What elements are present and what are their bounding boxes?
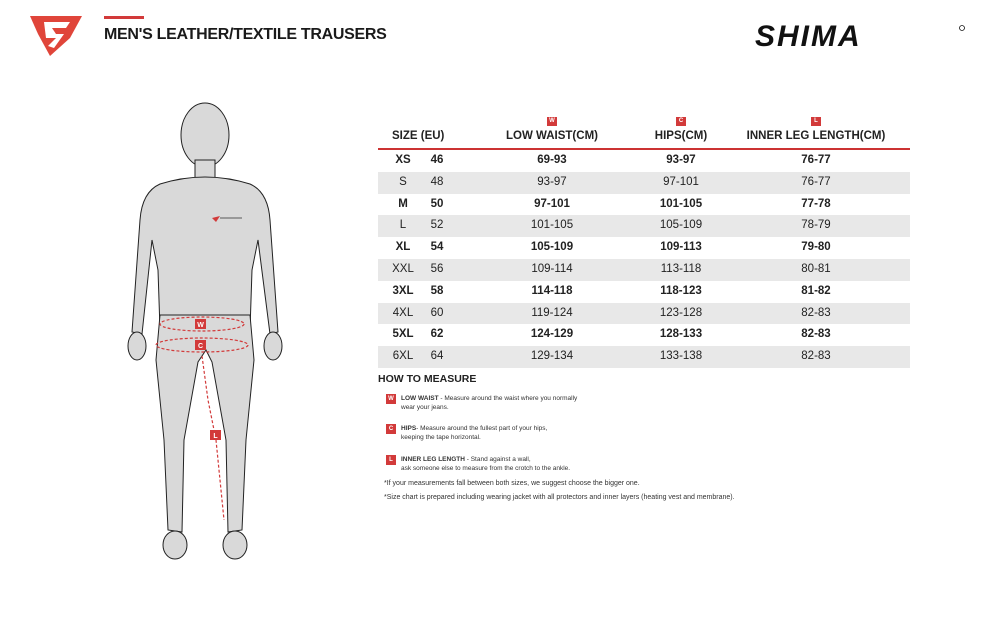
measure-desc-2: wear your jeans. bbox=[401, 404, 449, 411]
brand-wordmark bbox=[755, 22, 967, 50]
leg-tag: L bbox=[386, 455, 396, 465]
table-row bbox=[378, 215, 910, 237]
cell-eu: 60 bbox=[430, 306, 444, 319]
cell-hips: 123-128 bbox=[659, 306, 703, 319]
note-between-sizes: *If your measurements fall between both sizes, we suggest choose the bigger one. bbox=[384, 480, 640, 487]
cell-leg: 78-79 bbox=[801, 219, 831, 232]
cell-leg: 79-80 bbox=[801, 241, 831, 254]
measure-desc-2: ask someone else to measure from the crotch to the ankle. bbox=[401, 465, 571, 472]
cell-hips: 101-105 bbox=[659, 197, 703, 210]
table-row bbox=[378, 324, 910, 346]
measure-name: HIPS bbox=[401, 425, 417, 432]
cell-eu: 58 bbox=[430, 284, 444, 297]
table-row bbox=[378, 172, 910, 194]
cell-leg: 82-83 bbox=[801, 328, 831, 341]
title-accent-bar bbox=[104, 16, 144, 19]
cell-size: XXL bbox=[392, 262, 414, 275]
cell-eu: 54 bbox=[430, 241, 444, 254]
cell-leg: 76-77 bbox=[801, 154, 831, 166]
cell-size: S bbox=[399, 175, 407, 188]
cell-size: XL bbox=[395, 241, 411, 254]
cell-size: M bbox=[398, 197, 408, 210]
hips-tag: C bbox=[676, 117, 686, 126]
cell-eu: 62 bbox=[430, 328, 444, 341]
header-waist-label: LOW WAIST(CM) bbox=[506, 130, 598, 142]
svg-text:C: C bbox=[197, 343, 204, 350]
cell-eu: 46 bbox=[430, 154, 444, 166]
cell-size: 5XL bbox=[392, 328, 414, 341]
measure-name: LOW WAIST bbox=[401, 395, 439, 402]
leg-tag: L bbox=[811, 117, 821, 126]
measure-item-hips bbox=[386, 424, 626, 442]
cell-eu: 52 bbox=[430, 219, 444, 232]
header-hips bbox=[636, 117, 726, 142]
cell-size: 3XL bbox=[392, 284, 414, 297]
cell-hips: 133-138 bbox=[659, 350, 703, 363]
cell-waist: 119-124 bbox=[531, 306, 573, 319]
header-waist bbox=[490, 117, 614, 142]
page-title: MEN'S LEATHER/TEXTILE TRAUSERS bbox=[104, 26, 387, 43]
measure-item-leg bbox=[386, 455, 626, 473]
measure-text bbox=[401, 424, 626, 442]
table-row bbox=[378, 303, 910, 325]
cell-waist: 114-118 bbox=[531, 284, 573, 297]
body-figure bbox=[120, 100, 290, 570]
measure-desc: - Stand against a wall, bbox=[464, 456, 531, 463]
header-leg-label: INNER LEG LENGTH(CM) bbox=[746, 130, 886, 142]
cell-waist: 93-97 bbox=[537, 175, 567, 188]
table-header bbox=[378, 112, 910, 150]
shima-logo-icon bbox=[30, 16, 82, 56]
waist-tag: W bbox=[386, 394, 396, 404]
measure-item-waist bbox=[386, 394, 626, 412]
measure-name: INNER LEG LENGTH bbox=[401, 456, 465, 463]
cell-hips: 97-101 bbox=[663, 175, 699, 188]
cell-eu: 56 bbox=[430, 262, 444, 275]
cell-hips: 113-118 bbox=[660, 262, 702, 275]
cell-size: XS bbox=[395, 154, 411, 166]
how-to-measure-title: HOW TO MEASURE bbox=[378, 373, 477, 385]
cell-eu: 48 bbox=[430, 175, 444, 188]
cell-size: 4XL bbox=[392, 306, 414, 319]
cell-waist: 124-129 bbox=[530, 328, 574, 341]
hips-tag: C bbox=[386, 424, 396, 434]
measure-desc: - Measure around the waist where you normally bbox=[438, 395, 578, 402]
measure-text bbox=[401, 455, 626, 473]
cell-eu: 50 bbox=[430, 197, 444, 210]
cell-hips: 118-123 bbox=[660, 284, 702, 297]
cell-waist: 105-109 bbox=[530, 241, 574, 254]
cell-waist: 101-105 bbox=[530, 219, 574, 232]
cell-waist: 109-114 bbox=[531, 262, 573, 275]
svg-text:L: L bbox=[213, 433, 218, 440]
table-row bbox=[378, 281, 910, 303]
cell-size: L bbox=[399, 219, 407, 232]
cell-size: 6XL bbox=[392, 350, 414, 363]
cell-leg: 81-82 bbox=[801, 284, 831, 297]
table-row bbox=[378, 237, 910, 259]
measure-text bbox=[401, 394, 626, 412]
note-size-chart: *Size chart is prepared including wearing jacket with all protectors and inner layers (heating vest and membrane). bbox=[384, 494, 735, 501]
waist-tag: W bbox=[547, 117, 557, 126]
cell-leg: 82-83 bbox=[801, 350, 831, 363]
cell-hips: 105-109 bbox=[659, 219, 703, 232]
measure-desc: - Measure around the fullest part of your hips, bbox=[416, 425, 548, 432]
table-row bbox=[378, 194, 910, 216]
cell-leg: 80-81 bbox=[801, 262, 831, 275]
header-size: SIZE (EU) bbox=[392, 130, 445, 142]
table-row bbox=[378, 259, 910, 281]
table-row bbox=[378, 346, 910, 368]
svg-text:SHIMA: SHIMA bbox=[755, 22, 862, 50]
svg-text:W: W bbox=[197, 322, 204, 329]
header-leg bbox=[736, 117, 896, 142]
cell-leg: 77-78 bbox=[801, 197, 831, 210]
cell-waist: 129-134 bbox=[530, 350, 574, 363]
cell-leg: 76-77 bbox=[801, 175, 831, 188]
cell-hips: 93-97 bbox=[666, 154, 696, 166]
measure-desc-2: keeping the tape horizontal. bbox=[401, 434, 481, 441]
cell-hips: 109-113 bbox=[660, 241, 702, 254]
cell-leg: 82-83 bbox=[801, 306, 831, 319]
size-table bbox=[378, 112, 910, 368]
table-row bbox=[378, 150, 910, 172]
cell-waist: 97-101 bbox=[534, 197, 570, 210]
cell-waist: 69-93 bbox=[537, 154, 567, 166]
header-hips-label: HIPS(CM) bbox=[654, 130, 708, 142]
cell-hips: 128-133 bbox=[659, 328, 703, 341]
cell-eu: 64 bbox=[430, 350, 444, 363]
